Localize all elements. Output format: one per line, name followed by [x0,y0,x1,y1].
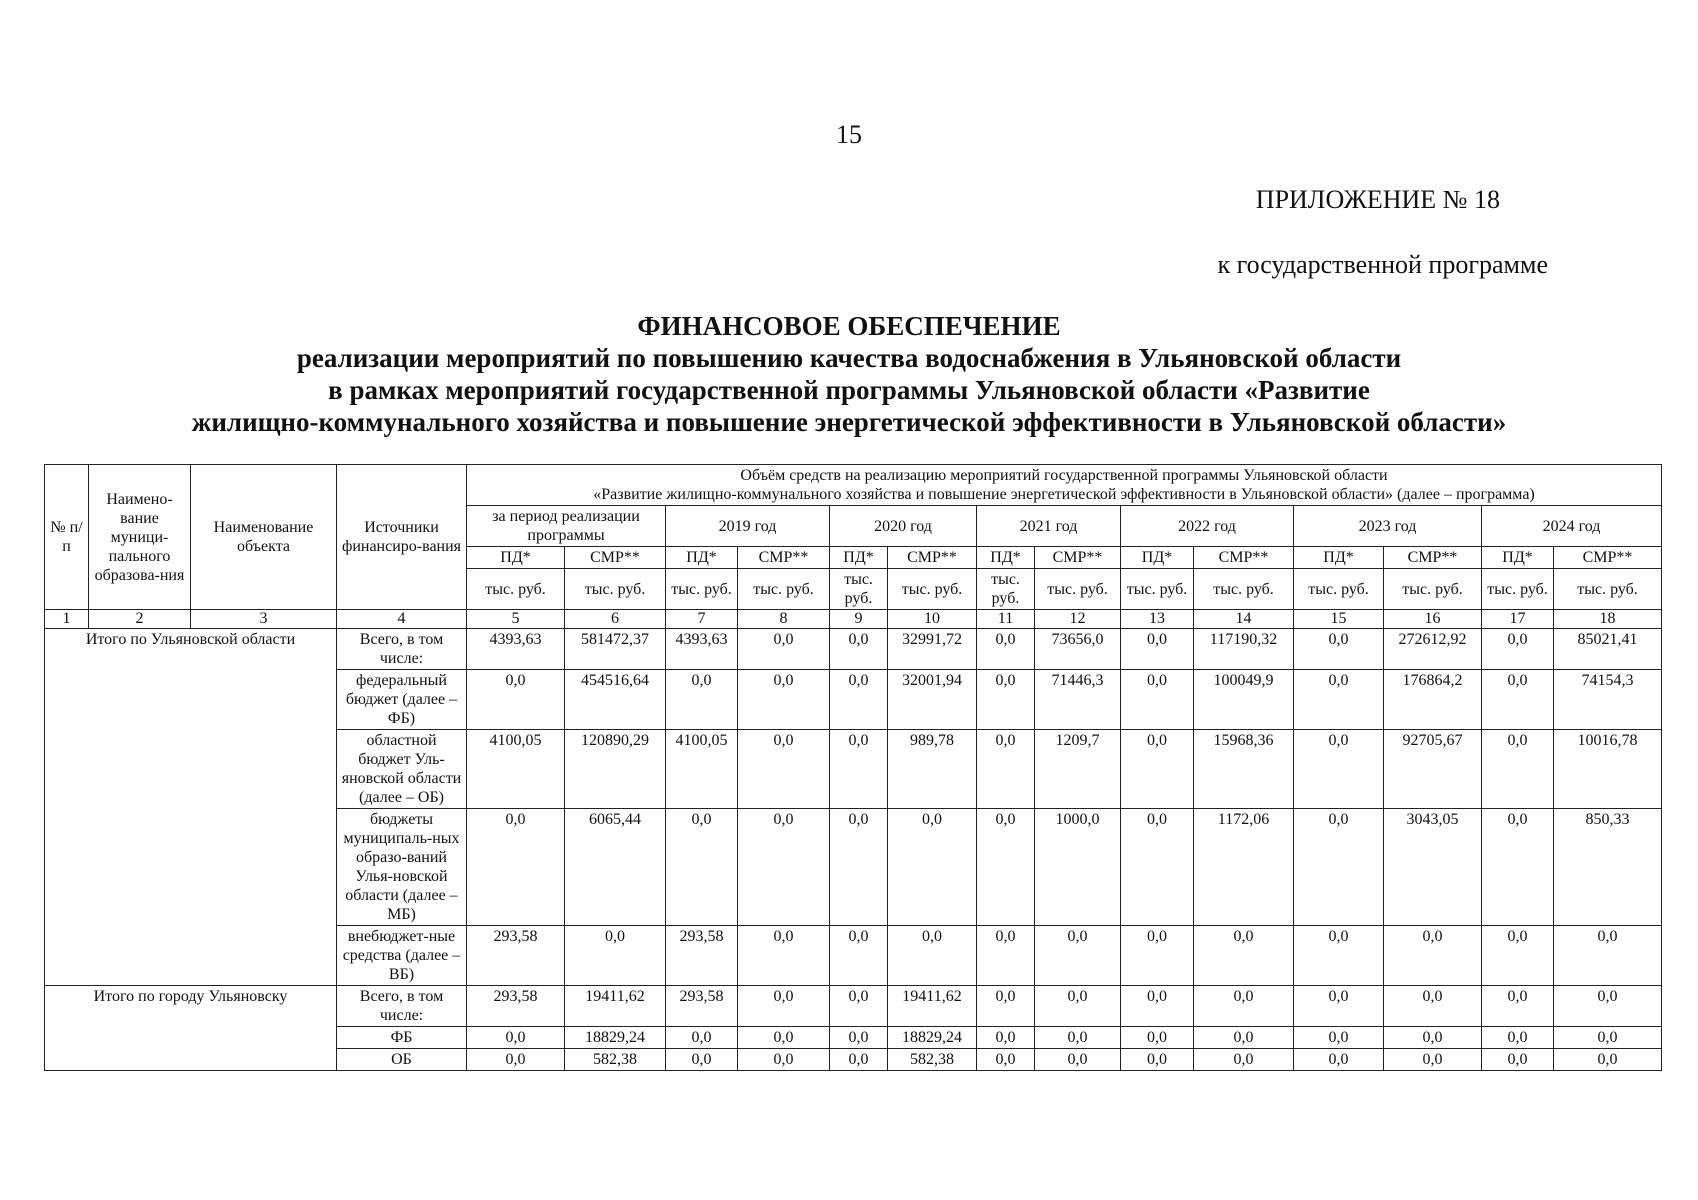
table-cell: 117190,32 [1194,629,1294,670]
table-cell: 0,0 [1035,926,1121,986]
table-cell: 19411,62 [565,986,666,1027]
table-cell: 0,0 [1482,1027,1554,1049]
table-cell: 0,0 [888,926,977,986]
column-index: 2 [89,610,191,629]
financing-source: бюджеты муниципаль-ных образо-ваний Улья-новской области (далее – МБ) [337,809,467,926]
table-cell: 0,0 [1194,926,1294,986]
table-cell: 0,0 [467,670,565,730]
table-cell: 0,0 [1384,1027,1482,1049]
header-unit: тыс. руб. [666,569,738,610]
table-cell: 32991,72 [888,629,977,670]
group-name: Итого по городу Ульяновску [45,986,337,1071]
table-cell: 0,0 [1294,926,1384,986]
table-cell: 0,0 [830,1027,888,1049]
table-cell: 0,0 [1294,986,1384,1027]
column-index: 12 [1035,610,1121,629]
header-unit: тыс. руб. [565,569,666,610]
table-cell: 850,33 [1554,809,1662,926]
page-number: 15 [836,120,862,149]
header-period-4: 2022 год [1121,506,1294,547]
table-cell: 272612,92 [1384,629,1482,670]
header-pd: ПД* [1482,547,1554,569]
financing-table-wrapper [44,464,1661,1071]
table-cell: 0,0 [1482,1049,1554,1071]
header-smr: СМР** [1035,547,1121,569]
column-index: 5 [467,610,565,629]
table-cell: 0,0 [565,926,666,986]
table-cell: 0,0 [977,629,1035,670]
financing-source: ОБ [337,1049,467,1071]
header-unit: тыс. руб. [1121,569,1194,610]
table-cell: 0,0 [977,986,1035,1027]
header-volume-line-1: Объём средств на реализацию мероприятий государственной программы Ульяновской области [740,467,1388,484]
financing-source: ФБ [337,1027,467,1049]
header-smr: СМР** [1554,547,1662,569]
table-cell: 0,0 [977,1027,1035,1049]
table-cell: 0,0 [1294,730,1384,809]
table-cell: 32001,94 [888,670,977,730]
table-cell: 0,0 [830,629,888,670]
table-cell: 0,0 [1554,1049,1662,1071]
table-cell: 0,0 [1482,926,1554,986]
table-cell: 0,0 [666,809,738,926]
table-cell: 0,0 [1554,926,1662,986]
financing-source: Всего, в том числе: [337,629,467,670]
header-smr: СМР** [1194,547,1294,569]
title-line-2: реализации мероприятий по повышению качества водоснабжения в Ульяновской области [296,343,1402,373]
header-period-5: 2023 год [1294,506,1482,547]
title-line-1: ФИНАНСОВОЕ ОБЕСПЕЧЕНИЕ [637,311,1061,341]
table-cell: 0,0 [1482,986,1554,1027]
table-cell: 18829,24 [565,1027,666,1049]
table-cell: 6065,44 [565,809,666,926]
table-cell: 0,0 [1194,986,1294,1027]
header-unit: тыс. руб. [977,569,1035,610]
table-cell: 19411,62 [888,986,977,1027]
table-cell: 0,0 [467,809,565,926]
table-cell: 0,0 [1384,986,1482,1027]
table-cell: 0,0 [830,730,888,809]
table-cell: 0,0 [1194,1049,1294,1071]
table-cell: 0,0 [738,926,830,986]
table-cell: 0,0 [830,926,888,986]
header-unit: тыс. руб. [830,569,888,610]
financing-source: внебюджет-ные средства (далее – ВБ) [337,926,467,986]
table-cell: 0,0 [1482,730,1554,809]
table-cell: 1209,7 [1035,730,1121,809]
header-period-0: за период реализации программы [467,506,666,547]
table-cell: 74154,3 [1554,670,1662,730]
table-cell: 293,58 [467,926,565,986]
table-cell: 0,0 [738,629,830,670]
table-cell: 0,0 [1294,629,1384,670]
table-cell: 0,0 [1121,809,1194,926]
table-cell: 0,0 [666,1049,738,1071]
table-cell: 18829,24 [888,1027,977,1049]
table-cell: 4100,05 [666,730,738,809]
table-cell: 0,0 [738,730,830,809]
header-row-1 [45,465,1662,506]
financing-table [44,464,1662,1071]
table-cell: 0,0 [977,730,1035,809]
table-cell: 120890,29 [565,730,666,809]
table-cell: 10016,78 [1554,730,1662,809]
title-line-4: жилищно-коммунального хозяйства и повышение энергетической эффективности в Ульяновской области» [191,407,1507,437]
table-cell: 0,0 [1384,926,1482,986]
table-cell: 0,0 [1384,1049,1482,1071]
header-period-1: 2019 год [666,506,830,547]
table-cell: 293,58 [666,986,738,1027]
table-cell: 92705,67 [1384,730,1482,809]
column-index: 15 [1294,610,1384,629]
header-period-2: 2020 год [830,506,977,547]
table-cell: 0,0 [1035,986,1121,1027]
header-unit: тыс. руб. [1482,569,1554,610]
table-cell: 0,0 [1554,1027,1662,1049]
column-index: 18 [1554,610,1662,629]
table-cell: 0,0 [738,1027,830,1049]
header-unit: тыс. руб. [1035,569,1121,610]
column-index: 17 [1482,610,1554,629]
column-index: 11 [977,610,1035,629]
table-cell: 0,0 [830,1049,888,1071]
table-cell: 989,78 [888,730,977,809]
header-index-row [45,610,1662,629]
table-cell: 0,0 [830,670,888,730]
column-index: 13 [1121,610,1194,629]
header-unit: тыс. руб. [1554,569,1662,610]
header-smr: СМР** [565,547,666,569]
table-cell: 0,0 [1554,986,1662,1027]
column-index: 9 [830,610,888,629]
header-smr: СМР** [738,547,830,569]
table-cell: 0,0 [1121,1049,1194,1071]
table-cell: 0,0 [1482,809,1554,926]
table-cell: 0,0 [1035,1027,1121,1049]
table-cell: 582,38 [888,1049,977,1071]
table-cell: 582,38 [565,1049,666,1071]
table-cell: 0,0 [1121,670,1194,730]
table-cell: 3043,05 [1384,809,1482,926]
table-cell: 0,0 [977,926,1035,986]
column-index: 10 [888,610,977,629]
financing-source: областной бюджет Уль-яновской области (далее – ОБ) [337,730,467,809]
table-cell: 0,0 [1121,926,1194,986]
financing-source: Всего, в том числе: [337,986,467,1027]
appendix-subtitle: к государственной программе [1217,250,1548,279]
table-cell: 1000,0 [1035,809,1121,926]
table-cell: 0,0 [738,986,830,1027]
header-unit: тыс. руб. [738,569,830,610]
table-cell: 0,0 [738,670,830,730]
table-cell: 0,0 [1294,1049,1384,1071]
table-cell: 0,0 [1482,629,1554,670]
table-cell: 0,0 [738,809,830,926]
header-col-object: Наименование объекта [191,465,337,610]
table-row [45,986,1662,1027]
title-line-3: в рамках мероприятий государственной программы Ульяновской области «Развитие [328,375,1370,405]
header-pd: ПД* [977,547,1035,569]
table-cell: 0,0 [977,809,1035,926]
table-cell: 15968,36 [1194,730,1294,809]
column-index: 14 [1194,610,1294,629]
table-cell: 0,0 [1482,670,1554,730]
header-smr: СМР** [1384,547,1482,569]
column-index: 16 [1384,610,1482,629]
header-pd: ПД* [467,547,565,569]
column-index: 3 [191,610,337,629]
appendix-label: ПРИЛОЖЕНИЕ № 18 [1255,185,1500,214]
column-index: 7 [666,610,738,629]
table-cell: 293,58 [666,926,738,986]
table-cell: 0,0 [830,809,888,926]
header-period-3: 2021 год [977,506,1121,547]
table-cell: 4393,63 [666,629,738,670]
header-pd: ПД* [1294,547,1384,569]
table-cell: 581472,37 [565,629,666,670]
column-index: 6 [565,610,666,629]
table-cell: 0,0 [977,1049,1035,1071]
header-pd: ПД* [830,547,888,569]
table-cell: 85021,41 [1554,629,1662,670]
header-col-no: № п/п [45,465,89,610]
table-cell: 0,0 [1121,1027,1194,1049]
table-cell: 71446,3 [1035,670,1121,730]
table-cell: 0,0 [1121,629,1194,670]
table-cell: 0,0 [977,670,1035,730]
table-cell: 176864,2 [1384,670,1482,730]
table-cell: 293,58 [467,986,565,1027]
header-pd: ПД* [666,547,738,569]
table-cell: 73656,0 [1035,629,1121,670]
header-smr: СМР** [888,547,977,569]
header-unit: тыс. руб. [467,569,565,610]
header-volume [467,465,1662,506]
header-unit: тыс. руб. [1194,569,1294,610]
column-index: 4 [337,610,467,629]
table-cell: 454516,64 [565,670,666,730]
table-row [45,629,1662,670]
table-cell: 4393,63 [467,629,565,670]
table-cell: 0,0 [1294,670,1384,730]
table-cell: 0,0 [1121,986,1194,1027]
column-index: 8 [738,610,830,629]
table-cell: 0,0 [467,1049,565,1071]
header-col-sources: Источники финансиро-вания [337,465,467,610]
table-cell: 0,0 [467,1027,565,1049]
table-cell: 0,0 [738,1049,830,1071]
group-name: Итого по Ульяновской области [45,629,337,986]
table-cell: 0,0 [1121,730,1194,809]
table-cell: 0,0 [830,986,888,1027]
header-pd: ПД* [1121,547,1194,569]
header-unit: тыс. руб. [888,569,977,610]
table-cell: 0,0 [888,809,977,926]
header-unit: тыс. руб. [1294,569,1384,610]
header-col-municipality: Наимено-вание муници-пального образова-ния [89,465,191,610]
table-cell: 0,0 [666,1027,738,1049]
column-index: 1 [45,610,89,629]
table-cell: 100049,9 [1194,670,1294,730]
document-title [0,310,1698,438]
table-cell: 0,0 [666,670,738,730]
financing-source: федеральный бюджет (далее – ФБ) [337,670,467,730]
header-period-6: 2024 год [1482,506,1662,547]
table-cell: 0,0 [1294,1027,1384,1049]
table-cell: 1172,06 [1194,809,1294,926]
table-cell: 4100,05 [467,730,565,809]
table-cell: 0,0 [1194,1027,1294,1049]
table-cell: 0,0 [1294,809,1384,926]
header-unit: тыс. руб. [1384,569,1482,610]
table-cell: 0,0 [1035,1049,1121,1071]
header-volume-line-2: «Развитие жилищно-коммунального хозяйства и повышение энергетической эффективности в Ульяновской области» (далее – программа) [593,486,1535,503]
